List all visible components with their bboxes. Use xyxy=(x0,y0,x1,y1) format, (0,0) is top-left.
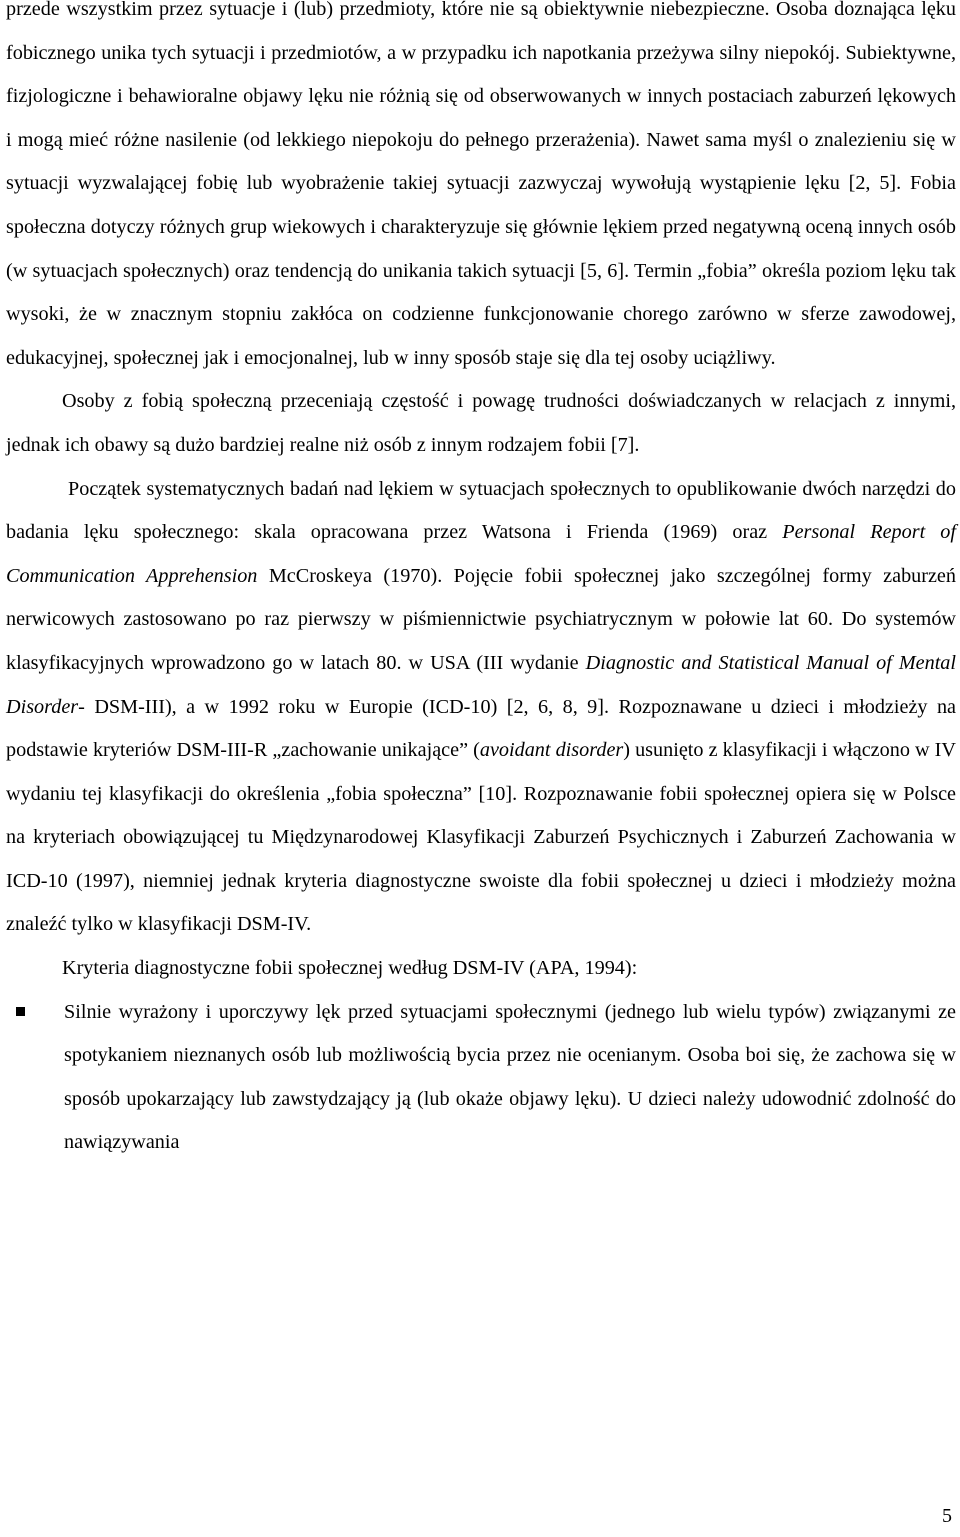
text-run: ) usunięto z klasyfikacji i włączono w IV wydaniu tej klasyfikacji do określenia „fobia społeczna” [10]. Rozpoznawanie fobii społecznej opiera się w Polsce na kryteriach obowiązującej tu Międzynarodowej Klasyfikacji Zaburzeń Psychicznych i Zaburzeń Zachowania w ICD-10 (1997), niemniej jednak kryteria diagnostyczne swoiste dla fobii społecznej u dzieci i młodzieży można znaleźć tylko w klasyfikacji DSM-IV. xyxy=(6,739,956,936)
paragraph-social-phobia-overestimation xyxy=(6,380,956,467)
paragraph-phobia-description xyxy=(6,0,956,380)
criteria-list xyxy=(6,991,956,1165)
page-number: 5 xyxy=(942,1505,952,1527)
text-run: McCroskeya (1970). Pojęcie fobii społecznej jako szczególnej formy zaburzeń nerwicowych zastosowano po raz pierwszy w piśmiennictwie psychiatrycznym w połowie lat 60. Do systemów klasyfikacyjnych wprowadzono go w latach 80. w USA (III wydanie xyxy=(6,564,956,674)
document-page xyxy=(6,0,956,1165)
criteria-list-item xyxy=(6,991,956,1165)
text-run: Kryteria diagnostyczne fobii społecznej według DSM-IV (APA, 1994): xyxy=(62,957,638,980)
italic-text-run: Personal Report of Communication Apprehension xyxy=(6,521,956,587)
italic-text-run: avoidant disorder xyxy=(479,739,624,762)
text-run: - DSM-III), a w 1992 roku w Europie (ICD-10) [2, 6, 8, 9]. Rozpoznawane u dzieci i młodzieży na podstawie kryteriów DSM-III-R „zachowanie unikające” ( xyxy=(6,695,956,762)
paragraph-research-history xyxy=(6,468,956,948)
text-run: Początek systematycznych badań nad lękiem w sytuacjach społecznych to opublikowanie dwóch narzędzi do badania lęku społecznego: skala opracowana przez Watsona i Frienda (1969) oraz xyxy=(6,477,956,544)
paragraph-criteria-heading xyxy=(6,947,956,991)
text-run: Osoby z fobią społeczną przeceniają częstość i powagę trudności doświadczanych w relacjach z innymi, jednak ich obawy są dużo bardziej realne niż osób z innym rodzajem fobii [7]. xyxy=(6,390,956,456)
criteria-item-text: Silnie wyrażony i uporczywy lęk przed sytuacjami społecznymi (jednego lub wielu typów) związanymi ze spotykaniem nieznanych osób lub możliwością bycia przez nie ocenianym. Osoba boi się, że zachowa się w sposób upokarzający lub zawstydzający ją (lub okaże objawy lęku). U dzieci należy udowodnić zdolność do nawiązywania xyxy=(64,1000,956,1154)
text-run: przede wszystkim przez sytuacje i (lub) przedmioty, które nie są obiektywnie niebezpieczne. Osoba doznająca lęku fobicznego unika tych sytuacji i przedmiotów, a w przypadku ich napotkania przeżywa silny niepokój. Subiektywne, fizjologiczne i behawioralne objawy lęku nie różnią się od obserwowanych w innych postaciach zaburzeń lękowych i mogą mieć różne nasilenie (od lekkiego niepokoju do pełnego przerażenia). Nawet sama myśl o znalezieniu się w sytuacji wyzwalającej fobię lub wyobrażenie takiej sytuacji zazwyczaj wywołują wystąpienie lęku [2, 5]. Fobia społeczna dotyczy różnych grup wiekowych i charakteryzuje się głównie lękiem przed negatywną oceną innych osób (w sytuacjach społecznych) oraz tendencją do unikania takich sytuacji [5, 6]. Termin „fobia” określa poziom lęku tak wysoki, że w znacznym stopniu zakłóca on codzienne funkcjonowanie chorego zarówno w sferze zawodowej, edukacyjnej, społecznej jak i emocjonalnej, lub w inny sposób staje się dla tej osoby uciążliwy. xyxy=(6,0,956,369)
italic-text-run: Diagnostic and Statistical Manual of Mental Disorder xyxy=(6,651,956,718)
square-bullet-icon xyxy=(16,1007,25,1016)
